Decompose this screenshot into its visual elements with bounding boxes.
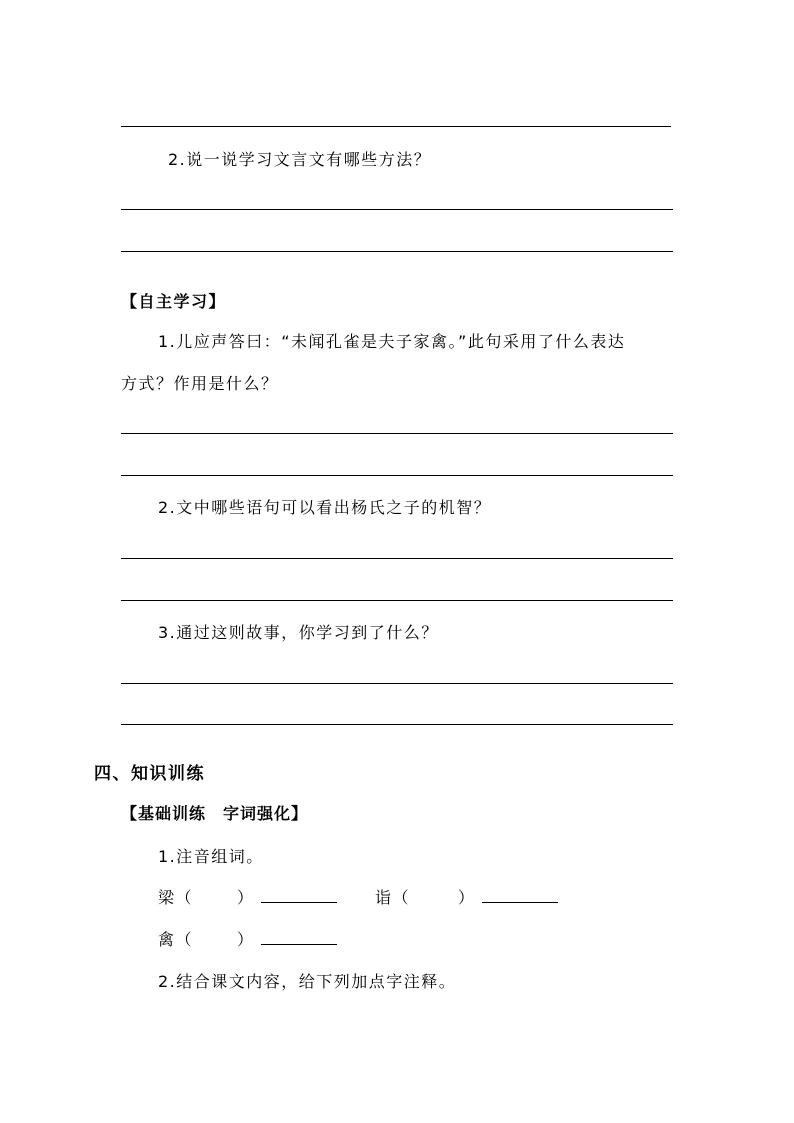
pinyin-close: ） — [237, 930, 255, 949]
pinyin-close: ） — [237, 888, 255, 907]
answer-line[interactable] — [121, 724, 673, 725]
section-title: 四、知识训练 — [94, 764, 205, 784]
pinyin-char: 禽（ — [158, 930, 194, 949]
self-study-question-1-line-1: 1.儿应声答曰：“未闻孔雀是夫子家禽。”此句采用了什么表达 — [158, 332, 626, 351]
word-blank[interactable] — [482, 888, 558, 903]
word-blank[interactable] — [261, 888, 337, 903]
answer-line[interactable] — [121, 433, 673, 434]
training-question-1: 1.注音组词。 — [158, 847, 264, 866]
answer-line[interactable] — [121, 558, 673, 559]
answer-line[interactable] — [121, 475, 673, 476]
pinyin-char: 诣（ — [375, 888, 411, 907]
training-question-2: 2.结合课文内容，给下列加点字注释。 — [158, 972, 457, 991]
word-blank[interactable] — [261, 930, 337, 945]
self-study-question-2: 2.文中哪些语句可以看出杨氏之子的机智？ — [158, 498, 492, 517]
review-question-2: 2.说一说学习文言文有哪些方法？ — [168, 150, 432, 169]
pinyin-close: ） — [458, 888, 476, 907]
answer-line[interactable] — [121, 251, 673, 252]
answer-line[interactable] — [121, 209, 673, 210]
answer-line[interactable] — [121, 600, 673, 601]
self-study-question-3: 3.通过这则故事，你学习到了什么？ — [158, 623, 439, 642]
self-study-question-1-line-2: 方式？作用是什么？ — [121, 374, 279, 393]
pinyin-item — [375, 888, 558, 908]
pinyin-item — [158, 888, 337, 908]
pinyin-char: 梁（ — [158, 888, 194, 907]
answer-line[interactable] — [121, 126, 671, 127]
pinyin-item — [158, 930, 337, 950]
basic-training-heading: 【基础训练 字词强化】 — [121, 804, 309, 823]
self-study-heading: 【自主学习】 — [121, 292, 227, 311]
answer-line[interactable] — [121, 683, 673, 684]
